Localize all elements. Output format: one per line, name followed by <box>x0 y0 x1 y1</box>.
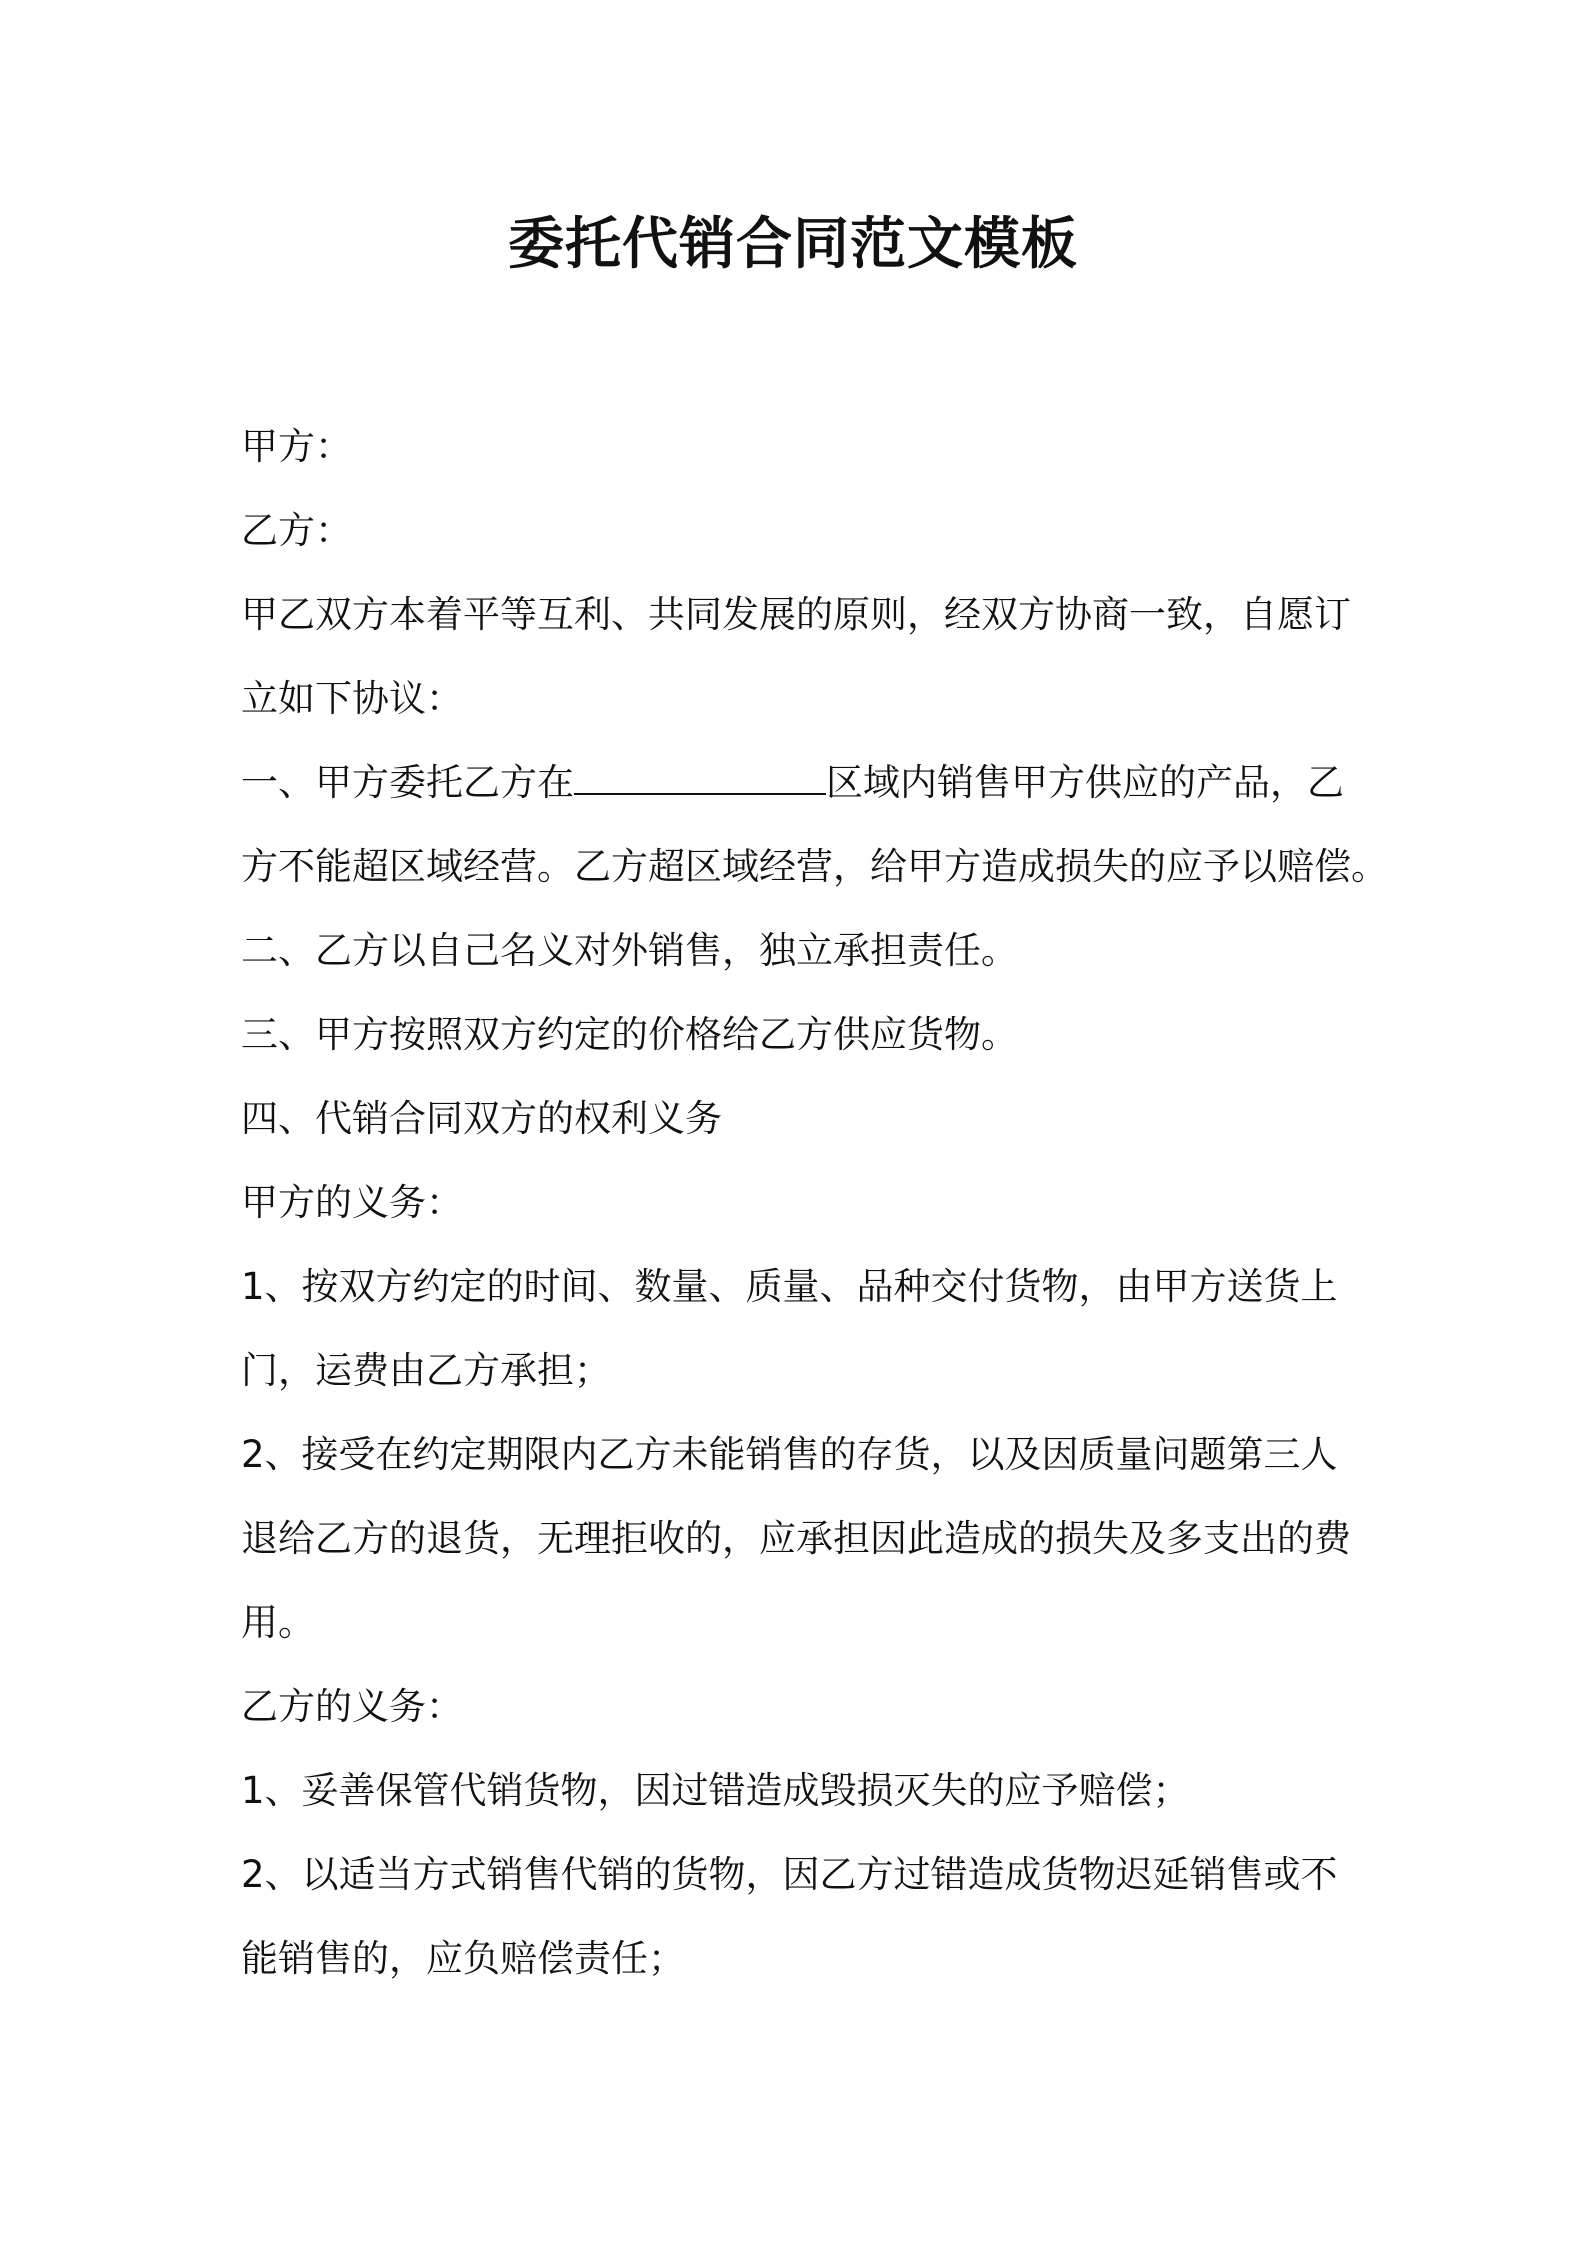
party-b-duties-heading: 乙方的义务： <box>241 1685 463 1728</box>
document-body <box>241 405 1388 2001</box>
clause-1-line-1 <box>241 741 1356 825</box>
party-a-duty-2-line-2: 退给乙方的退货，无理拒收的，应承担因此造成的损失及多支出的费 <box>241 1517 1351 1560</box>
clause-2: 二、乙方以自己名义对外销售，独立承担责任。 <box>241 929 1018 972</box>
clause-1-line-2: 方不能超区域经营。乙方超区域经营，给甲方造成损失的应予以赔偿。 <box>241 845 1388 888</box>
party-a-duty-2-line-3: 用。 <box>241 1601 315 1644</box>
party-a-duty-2-line-1: 2、接受在约定期限内乙方未能销售的存货，以及因质量问题第三人 <box>241 1433 1338 1476</box>
party-a-duties-heading: 甲方的义务： <box>241 1181 463 1224</box>
region-blank <box>574 763 826 795</box>
party-b-duty-2-line-2: 能销售的，应负赔偿责任； <box>241 1937 685 1980</box>
party-b-duty-1: 1、妥善保管代销货物，因过错造成毁损灭失的应予赔偿； <box>241 1769 1190 1812</box>
party-b-duty-2-line-1: 2、以适当方式销售代销的货物，因乙方过错造成货物迟延销售或不 <box>241 1853 1338 1896</box>
party-b-line: 乙方： <box>241 509 352 552</box>
preamble-line-1: 甲乙双方本着平等互利、共同发展的原则，经双方协商一致，自愿订 <box>241 593 1351 636</box>
clause-3: 三、甲方按照双方约定的价格给乙方供应货物。 <box>241 1013 1018 1056</box>
clause-4-heading: 四、代销合同双方的权利义务 <box>241 1097 722 1140</box>
party-a-duty-1-line-2: 门，运费由乙方承担； <box>241 1349 611 1392</box>
party-a-line: 甲方： <box>241 425 352 468</box>
party-a-duty-1-line-1: 1、按双方约定的时间、数量、质量、品种交付货物，由甲方送货上 <box>241 1265 1338 1308</box>
clause-1-text-after-blank: 区域内销售甲方供应的产品，乙 <box>826 761 1344 804</box>
preamble-line-2: 立如下协议： <box>241 677 463 720</box>
clause-1-text-before-blank: 一、甲方委托乙方在 <box>241 761 574 804</box>
document-title: 委托代销合同范文模板 <box>508 212 1078 277</box>
